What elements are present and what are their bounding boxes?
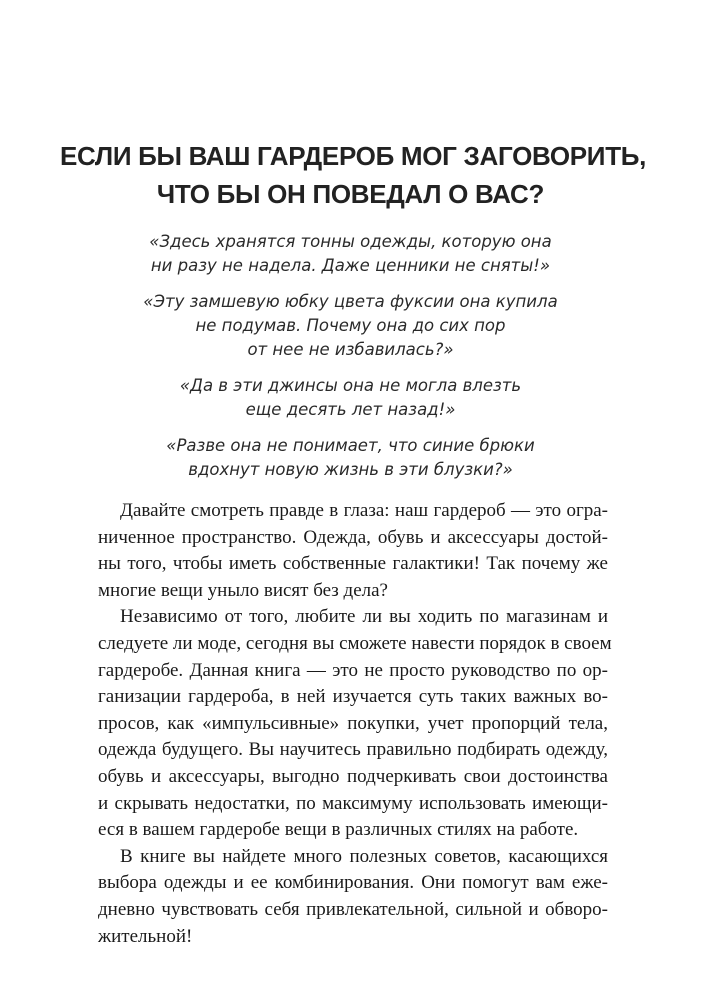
quote-line: от нее не избавилась?» bbox=[247, 340, 454, 359]
text-line: жительной! bbox=[98, 925, 193, 947]
quote-line: вдохнут новую жизнь в эти блузки?» bbox=[188, 460, 513, 479]
paragraph bbox=[98, 498, 608, 604]
page-title bbox=[60, 137, 647, 213]
text-line: ниченное пространство. Одежда, обувь и аксессуары достой- bbox=[98, 526, 608, 548]
title-line: ЕСЛИ БЫ ВАШ ГАРДЕРОБ МОГ ЗАГОВОРИТЬ, bbox=[60, 141, 647, 171]
text-line: и скрывать недостатки, по максимуму использовать имеющи- bbox=[98, 792, 608, 814]
text-line: ганизации гардероба, в ней изучается суть таких важных во- bbox=[98, 686, 608, 708]
paragraph bbox=[98, 844, 608, 950]
text-line: дневно чувствовать себя привлекательной, сильной и обворо- bbox=[98, 898, 608, 920]
text-line: еся в вашем гардеробе вещи в различных стилях на работе. bbox=[98, 819, 579, 841]
quote-line: не подумав. Почему она до сих пор bbox=[195, 316, 506, 335]
quote-line: «Эту замшевую юбку цвета фуксии она купила bbox=[143, 292, 558, 311]
text-line: многие вещи уныло висят без дела? bbox=[98, 579, 388, 601]
text-line: следуете ли моде, сегодня вы сможете навести порядок в своем bbox=[98, 632, 612, 654]
paragraph bbox=[98, 604, 612, 843]
text-line: В книге вы найдете много полезных советов, касающихся bbox=[120, 845, 608, 867]
quote bbox=[80, 374, 621, 422]
text-line: выбора одежды и ее комбинирования. Они помогут вам еже- bbox=[98, 872, 608, 894]
quote bbox=[80, 230, 621, 278]
text-line: просов, как «импульсивные» покупки, учет пропорций тела, bbox=[98, 712, 608, 734]
text-line: гардеробе. Данная книга — это не просто руководство по ор- bbox=[98, 659, 608, 681]
quote-line: «Здесь хранятся тонны одежды, которую она bbox=[149, 232, 552, 251]
body-text bbox=[98, 498, 612, 950]
title-line: ЧТО БЫ ОН ПОВЕДАЛ О ВАС? bbox=[156, 179, 545, 209]
quotes-block bbox=[80, 230, 621, 494]
text-line: Давайте смотреть правде в глаза: наш гардероб — это огра- bbox=[120, 500, 608, 521]
quote bbox=[80, 434, 621, 482]
text-line: обувь и аксессуары, выгодно подчеркивать свои достоинства bbox=[98, 765, 608, 787]
text-line: ны того, чтобы иметь собственные галактики! Так почему же bbox=[98, 553, 608, 575]
quote-line: «Да в эти джинсы она не могла влезть bbox=[179, 376, 522, 395]
quote-line: ни разу не надела. Даже ценники не сняты!» bbox=[150, 256, 551, 275]
text-line: одежда будущего. Вы научитесь правильно подбирать одежду, bbox=[98, 739, 608, 761]
text-line: Независимо от того, любите ли вы ходить по магазинам и bbox=[120, 606, 608, 628]
quote bbox=[80, 290, 621, 362]
quote-line: «Разве она не понимает, что синие брюки bbox=[166, 436, 535, 455]
quote-line: еще десять лет назад!» bbox=[245, 400, 456, 419]
